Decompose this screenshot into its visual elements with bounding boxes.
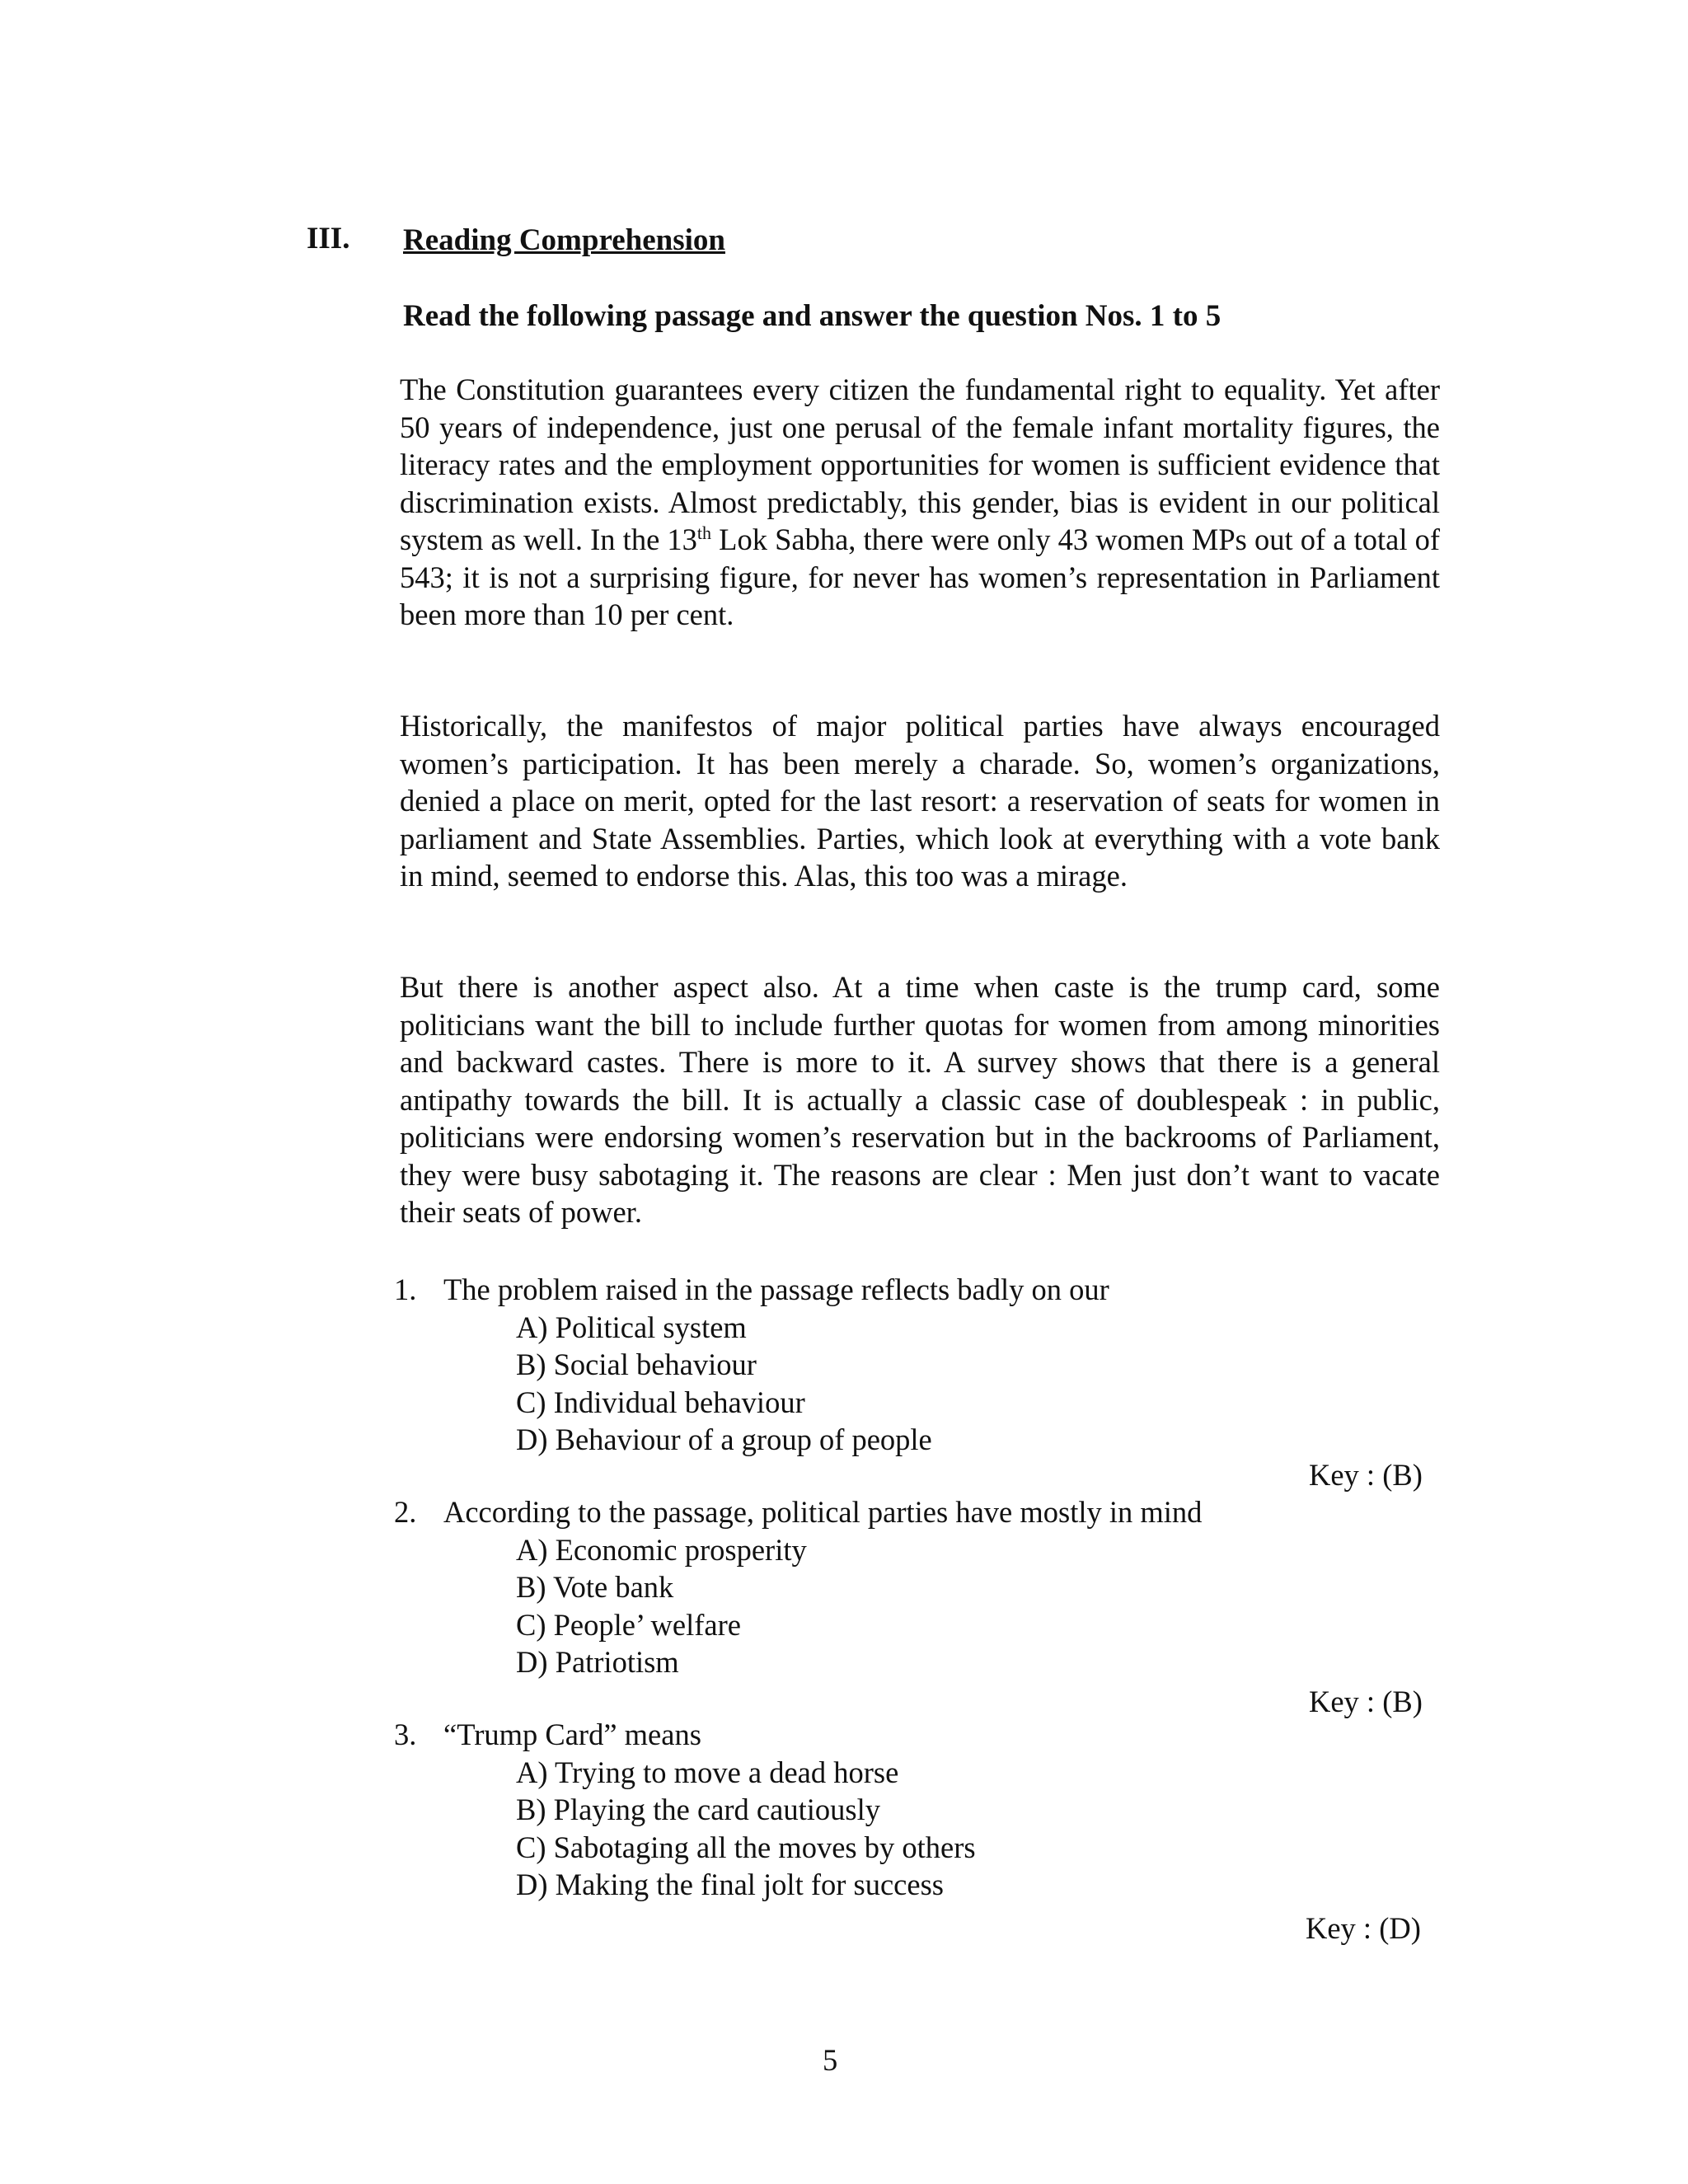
page-number: 5 (823, 2043, 838, 2077)
option-a: A) Trying to move a dead horse (516, 1755, 899, 1789)
passage-text: The Constitution guarantees every citizen the fundamental right to equality. Yet after 50 years of independence, just one perusal of the female infant mortality figures, the literacy rates and the employment opportunities for women is sufficient evidence that discrimination exists. Almost predictably, this gender, bias is evident in our political system as well. In the 13 (400, 373, 1440, 556)
question-number: 3. (394, 1718, 417, 1751)
passage-text: Lok Sabha, there were only 43 women MPs out of a total of 543; it is not a surprising figure, for never has women’s representation in Parliament been more than 10 per cent. (400, 523, 1440, 631)
option-c: C) People’ welfare (516, 1607, 741, 1642)
instruction-text: Read the following passage and answer the question Nos. 1 to 5 (403, 299, 1221, 333)
question-1 (394, 1271, 1457, 1459)
question-stem: “Trump Card” means (443, 1718, 701, 1751)
option-c: C) Individual behaviour (516, 1385, 805, 1419)
superscript-ordinal: th (696, 522, 712, 543)
question-2 (394, 1493, 1457, 1681)
answer-key-1: Key : (B) (1309, 1458, 1423, 1492)
answer-key-2: Key : (B) (1309, 1685, 1423, 1718)
option-b: B) Social behaviour (516, 1347, 757, 1381)
passage-paragraph-3: But there is another aspect also. At a time when caste is the trump card, some politicians want the bill to include further quotas for women from among minorities and backward castes. There is more to it. A survey shows that there is a general antipathy towards the bill. It is actually a classic case of doublespeak : in public, politicians were endorsing women’s reservation but in the backrooms of Parliament, they were busy sabotaging it. The reasons are clear : Men just don’t want to vacate their seats of power. (400, 970, 1440, 1229)
option-b: B) Vote bank (516, 1570, 674, 1604)
question-number: 1. (394, 1272, 417, 1306)
passage-paragraph-2: Historically, the manifestos of major political parties have always encouraged women’s participation. It has been merely a charade. So, women’s organizations, denied a place on merit, opted for the last resort: a reservation of seats for women in parliament and State Assemblies. Parties, which look at everything with a vote bank in mind, seemed to endorse this. Alas, this too was a mirage. (400, 709, 1440, 893)
section-title: Reading Comprehension (403, 223, 725, 257)
option-b: B) Playing the card cautiously (516, 1793, 880, 1826)
question-stem: The problem raised in the passage reflects badly on our (443, 1272, 1109, 1306)
option-list (516, 1309, 1457, 1459)
answer-key-3: Key : (D) (1306, 1911, 1421, 1945)
option-d: D) Making the final jolt for success (516, 1868, 944, 1901)
option-a: A) Political system (516, 1310, 747, 1344)
option-d: D) Patriotism (516, 1645, 679, 1679)
passage-paragraph-1 (400, 371, 1440, 634)
option-list (516, 1531, 1457, 1681)
question-stem: According to the passage, political parties have mostly in mind (443, 1495, 1203, 1529)
option-c: C) Sabotaging all the moves by others (516, 1830, 976, 1864)
question-3 (394, 1716, 1457, 1904)
section-number: III. (307, 222, 350, 255)
option-d: D) Behaviour of a group of people (516, 1422, 932, 1456)
option-list (516, 1754, 1457, 1904)
option-a: A) Economic prosperity (516, 1532, 807, 1567)
question-number: 2. (394, 1495, 417, 1529)
